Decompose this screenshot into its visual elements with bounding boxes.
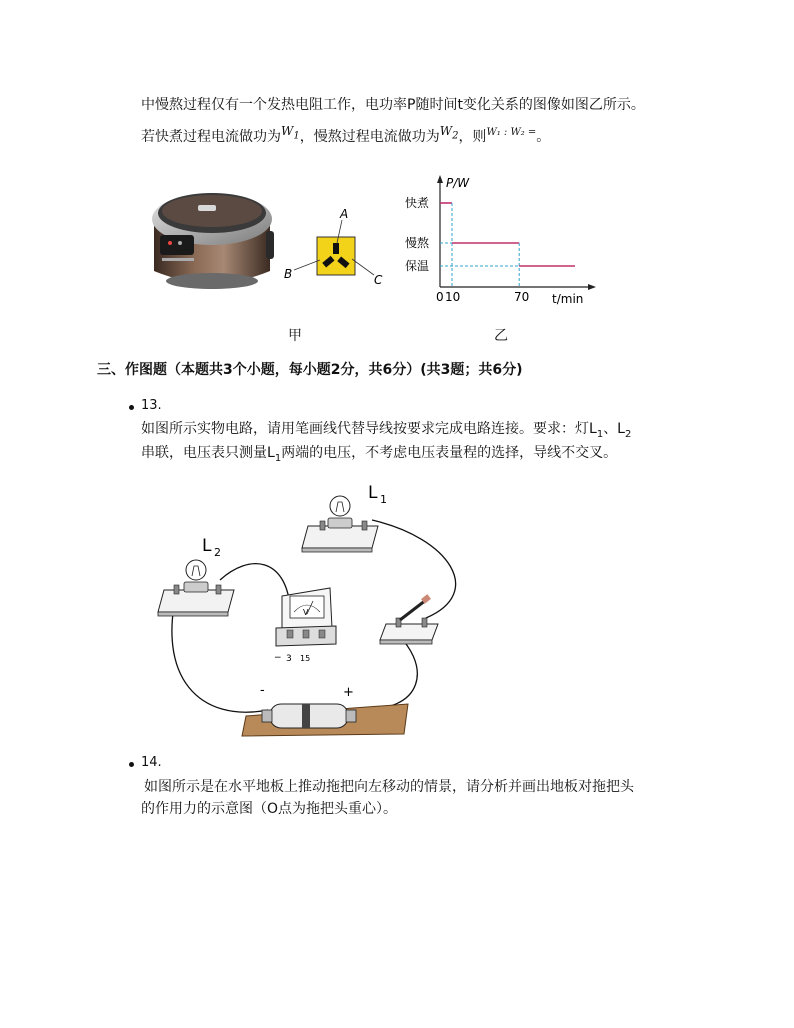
chart-tick-10: 10 [445,290,461,304]
switch [380,594,438,644]
wire-l1-to-switch [372,520,456,618]
socket-label-b: B [284,267,293,281]
voltmeter-symbol: V [303,608,309,617]
q13-bullet [129,405,134,410]
chart-x-arrow [588,284,596,290]
figure-label-jia: 甲 [288,328,302,344]
q12-line1: 中慢熬过程仅有一个发热电阻工作，电功率P随时间t变化关系的图像如图乙所示。 [141,97,645,113]
terminal-3: 3 [286,654,292,664]
w1-symbol: $W_1$ [281,124,300,142]
chart-level-kuaizhu: 快煮 [405,196,430,210]
rice-cooker-image [140,175,285,300]
w2-symbol: $W_2$ [439,124,459,142]
battery [242,704,408,736]
chart-y-arrow [437,175,443,183]
chart-level-manao: 慢熬 [405,236,430,250]
chart-tick-70: 70 [514,290,530,304]
lamp-l1 [302,496,378,552]
q12-line2-b: ，慢熬过程电流做功为 [299,129,440,145]
power-time-chart [400,170,600,305]
q12-line2-a: 若快煮过程电流做功为 [141,129,281,145]
q12-line2 [141,124,550,146]
battery-plus-label: + [343,685,354,700]
q13-line1: 如图所示实物电路，请用笔画线代替导线按要求完成电路连接。要求：灯$L_1$、$L_2$ [141,421,632,440]
circuit-diagram [150,478,480,740]
q14-line2: 的作用力的示意图（O点为拖把头重心）。 [141,801,398,817]
chart-level-baowen: 保温 [405,259,430,273]
chart-x-label: t/min [552,292,584,305]
lamp-l2 [158,560,234,616]
label-l1: L [368,483,378,503]
chart-y-label: P/W [446,176,470,190]
q12-line2-c: ，则 [458,129,487,145]
terminal-15: 15 [300,654,311,663]
section-3-title: 三、作图题（本题共3个小题，每小题2分，共6分）(共3题；共6分) [97,362,523,378]
battery-minus-label: - [260,683,265,698]
chart-tick-0: 0 [436,290,444,304]
socket-label-a: A [340,207,349,221]
label-l1-sub: 1 [380,493,387,506]
q13-number: 13. [141,398,162,413]
ratio-symbol: W₁ : W₂ = [486,127,537,138]
label-l2-sub: 2 [214,546,221,559]
voltmeter [276,588,336,646]
three-pin-socket [282,205,392,290]
q14-bullet [129,762,134,767]
q12-line2-end: 。 [536,129,551,145]
figure-label-yi: 乙 [494,328,508,344]
q14-number: 14. [141,755,162,770]
q13-line2: 串联，电压表只测量$L_1$两端的电压，不考虑电压表量程的选择，导线不交叉。 [141,445,618,464]
label-l2: L [202,536,212,556]
q14-line1: 如图所示是在水平地板上推动拖把向左移动的情景，请分析并画出地板对拖把头 [144,779,634,795]
terminal-minus: − [274,653,282,663]
socket-label-c: C [374,273,383,287]
